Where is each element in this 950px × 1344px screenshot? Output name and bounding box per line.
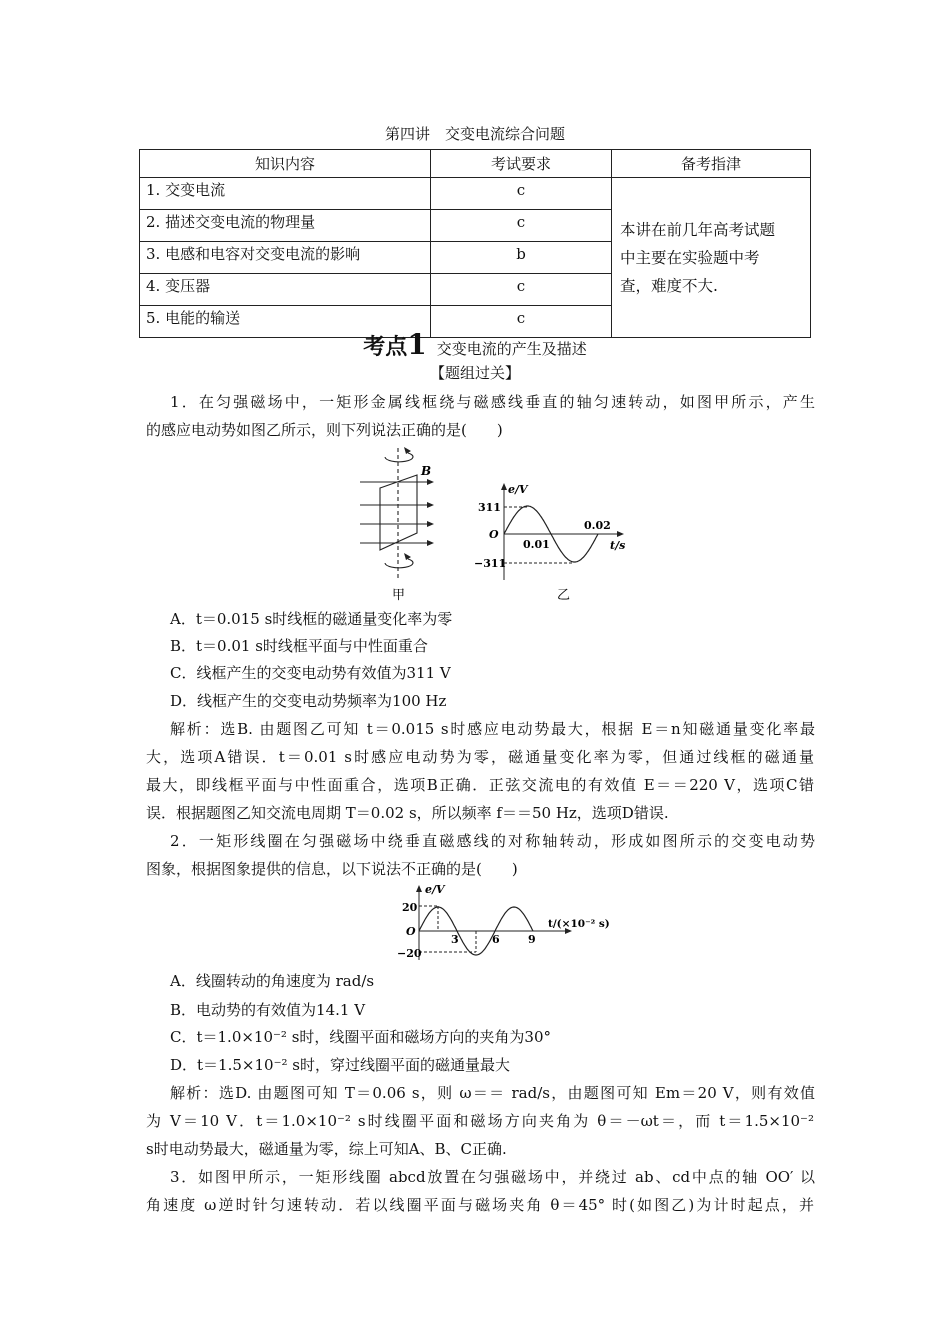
row-requirement: b <box>431 242 612 274</box>
note-line: 本讲在前几年高考试题 <box>620 220 776 239</box>
q2-analysis: 解析：选D. 由题图可知 T＝0.06 s，则 ω＝＝ rad/s，由题图可知 Em＝20 V，则有效值 <box>170 1084 815 1102</box>
q2-option-a: A．线圈转动的角速度为 rad/s <box>170 972 375 990</box>
q1-analysis: 解析：选B. 由题图乙可知 t＝0.015 s时感应电动势最大，根据 E＝n知磁通量变化率最 <box>170 720 815 738</box>
group-label: 【题组过关】 <box>429 364 520 382</box>
header-requirement: 考试要求 <box>431 150 612 178</box>
q1-analysis: 最大，即线框平面与中性面重合，选项B正确．正弦交流电的有效值 E＝＝220 V，选项C错 <box>146 776 814 794</box>
row-content: 3. 电感和电容对交变电流的影响 <box>140 242 431 274</box>
row-requirement: c <box>431 306 612 338</box>
row-requirement: c <box>431 274 612 306</box>
y-tick-label: −311 <box>474 557 507 570</box>
x-tick-label: 0.02 <box>584 519 611 532</box>
row-content: 2. 描述交变电流的物理量 <box>140 210 431 242</box>
q1-option-b: B．t＝0.01 s时线框平面与中性面重合 <box>170 637 428 655</box>
figure-label-yi: 乙 <box>557 588 571 603</box>
q1-option-c: C．线框产生的交变电动势有效值为311 V <box>170 664 451 682</box>
row-requirement: c <box>431 210 612 242</box>
y-axis-label: e/V <box>425 883 445 896</box>
q1-option-d: D．线框产生的交变电动势频率为100 Hz <box>170 692 447 710</box>
section-prefix: 考点 <box>363 335 408 360</box>
x-axis-label: t/(×10⁻² s) <box>548 918 610 930</box>
section-title: 交变电流的产生及描述 <box>436 340 587 358</box>
note-line: 查，难度不大. <box>620 276 718 295</box>
section-number: 1 <box>407 328 427 361</box>
q2-analysis: 为 V＝10 V．t＝1.0×10⁻² s时线圈平面和磁场方向夹角为 θ＝－ωt＝，而 t＝1.5×10⁻² <box>146 1112 814 1130</box>
y-tick-label: 20 <box>402 901 418 914</box>
field-lines <box>360 482 430 543</box>
note-line: 中主要在实验题中考 <box>620 248 760 267</box>
q1-option-a: A．t＝0.015 s时线框的磁通量变化率为零 <box>170 610 453 628</box>
origin-label: O <box>406 925 416 938</box>
x-tick-label: 3 <box>451 933 459 946</box>
x-axis-label: t/s <box>610 539 626 552</box>
row-content: 5. 电能的输送 <box>140 306 431 338</box>
header-content: 知识内容 <box>140 150 431 178</box>
x-tick-label: 9 <box>528 933 536 946</box>
x-tick-label: 6 <box>492 933 500 946</box>
row-content: 1. 交变电流 <box>140 178 431 210</box>
rotation-arrow-bottom-icon <box>385 559 413 568</box>
page-title: 第四讲 交变电流综合问题 <box>384 125 565 143</box>
q1-stem: 1．在匀强磁场中，一矩形金属线框绕与磁感线垂直的轴匀速转动，如图甲所示，产生 <box>170 393 815 411</box>
q1-analysis: 大，选项A错误．t＝0.01 s时感应电动势为零，磁通量变化率为零，但通过线框的磁通量 <box>146 748 814 766</box>
y-tick-label: 311 <box>478 501 501 514</box>
q2-stem: 2．一矩形线圈在匀强磁场中绕垂直磁感线的对称轴转动，形成如图所示的交变电动势 <box>170 832 815 850</box>
row-content: 4. 变压器 <box>140 274 431 306</box>
q3-stem: 3．如图甲所示，一矩形线圈 abcd放置在匀强磁场中，并绕过 ab、cd中点的轴 OO′ 以 <box>170 1168 815 1186</box>
y-tick-label: −20 <box>397 947 422 960</box>
q2-option-c: C．t＝1.0×10⁻² s时，线圈平面和磁场方向的夹角为30° <box>170 1028 552 1046</box>
q2-stem: 图象，根据图象提供的信息，以下说法不正确的是( ) <box>146 860 518 878</box>
rotation-arrow-top-icon <box>385 453 413 462</box>
x-tick-label: 0.01 <box>523 538 550 551</box>
y-axis-label: e/V <box>508 483 528 496</box>
q2-option-b: B．电动势的有效值为14.1 V <box>170 1001 366 1019</box>
figure-label-jia: 甲 <box>392 588 406 603</box>
header-guide: 备考指津 <box>612 150 811 178</box>
q1-stem: 的感应电动势如图乙所示，则下列说法正确的是( ) <box>146 421 503 439</box>
q2-option-d: D．t＝1.5×10⁻² s时，穿过线圈平面的磁通量最大 <box>170 1056 510 1074</box>
field-label: B <box>421 464 432 478</box>
origin-label: O <box>489 528 499 541</box>
q3-stem: 角速度 ω逆时针匀速转动．若以线圈平面与磁场夹角 θ＝45° 时(如图乙)为计时起点，并 <box>146 1196 814 1214</box>
row-requirement: c <box>431 178 612 210</box>
q2-analysis: s时电动势最大，磁通量为零，综上可知A、B、C正确. <box>146 1140 507 1158</box>
q1-analysis: 误．根据题图乙知交流电周期 T＝0.02 s，所以频率 f＝＝50 Hz，选项D错误. <box>146 804 669 822</box>
